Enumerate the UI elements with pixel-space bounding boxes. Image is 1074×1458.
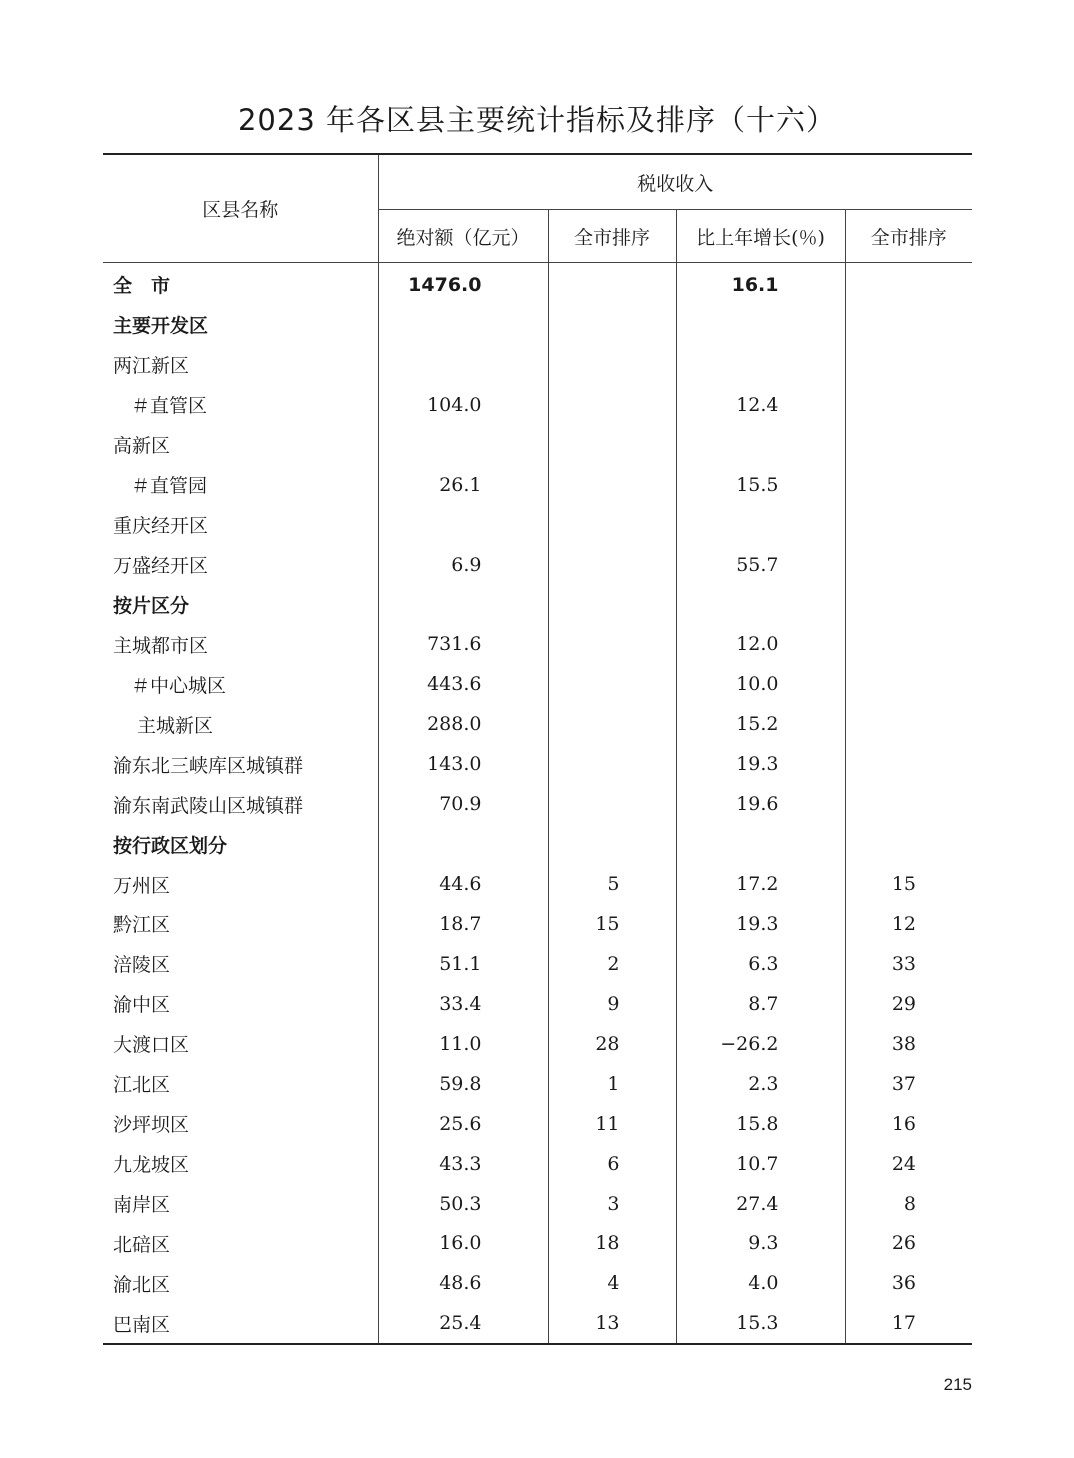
district-name: 按行政区划分 <box>113 834 228 857</box>
district-name: 渝东北三峡库区城镇群 <box>113 754 304 777</box>
growth-rate: 19.3 <box>676 744 845 784</box>
district-name: 主城都市区 <box>113 634 209 657</box>
tax-amount: 59.8 <box>378 1064 548 1104</box>
district-name: 主要开发区 <box>113 315 209 338</box>
table-row <box>103 824 972 864</box>
growth-rate: 55.7 <box>676 545 845 585</box>
header-growth-rank: 全市排序 <box>845 210 972 263</box>
tax-amount: 16.0 <box>378 1224 548 1264</box>
district-name: 重庆经开区 <box>113 515 209 538</box>
amount-rank: 4 <box>548 1263 676 1303</box>
district-name: 涪陵区 <box>113 954 171 977</box>
table-row <box>103 1184 972 1224</box>
tax-amount <box>378 585 548 625</box>
amount-rank <box>548 624 676 664</box>
page-number: 215 <box>943 1375 972 1394</box>
growth-rank <box>845 624 972 664</box>
growth-rate <box>676 345 845 385</box>
amount-rank <box>548 704 676 744</box>
growth-rank: 37 <box>845 1064 972 1104</box>
amount-rank <box>548 385 676 425</box>
district-name: 北碚区 <box>113 1233 171 1256</box>
amount-rank <box>548 585 676 625</box>
tax-amount: 70.9 <box>378 784 548 824</box>
growth-rank: 12 <box>845 904 972 944</box>
tax-amount <box>378 505 548 545</box>
growth-rank: 16 <box>845 1104 972 1144</box>
growth-rank <box>845 425 972 465</box>
tax-amount: 26.1 <box>378 465 548 505</box>
growth-rank <box>845 305 972 345</box>
growth-rate <box>676 305 845 345</box>
district-name: 江北区 <box>113 1074 171 1097</box>
growth-rate: 15.3 <box>676 1303 845 1344</box>
header-tax-revenue: 税收收入 <box>378 154 972 210</box>
tax-amount <box>378 345 548 385</box>
tax-amount: 1476.0 <box>378 263 548 305</box>
amount-rank: 5 <box>548 864 676 904</box>
growth-rate: 17.2 <box>676 864 845 904</box>
amount-rank <box>548 465 676 505</box>
district-name: 南岸区 <box>113 1194 171 1217</box>
growth-rate: 15.2 <box>676 704 845 744</box>
district-name: ＃中心城区 <box>131 674 227 697</box>
tax-amount: 104.0 <box>378 385 548 425</box>
statistics-table <box>103 153 972 1345</box>
growth-rank <box>845 585 972 625</box>
table-row <box>103 345 972 385</box>
growth-rank: 33 <box>845 944 972 984</box>
tax-amount: 731.6 <box>378 624 548 664</box>
district-name: 渝中区 <box>113 994 171 1017</box>
district-name: ＃直管区 <box>131 395 208 418</box>
growth-rate: 12.0 <box>676 624 845 664</box>
table-row <box>103 864 972 904</box>
growth-rate: 10.0 <box>676 664 845 704</box>
growth-rank: 17 <box>845 1303 972 1344</box>
growth-rank <box>845 385 972 425</box>
growth-rate: 16.1 <box>676 263 845 305</box>
table-row <box>103 585 972 625</box>
district-name: 沙坪坝区 <box>113 1114 190 1137</box>
district-name: 主城新区 <box>137 714 214 737</box>
tax-amount <box>378 824 548 864</box>
amount-rank <box>548 345 676 385</box>
district-name: 全 市 <box>113 275 171 298</box>
table-row <box>103 545 972 585</box>
growth-rate: 15.5 <box>676 465 845 505</box>
district-name: 两江新区 <box>113 355 190 378</box>
table-row <box>103 1224 972 1264</box>
district-name: 万州区 <box>113 874 171 897</box>
growth-rank <box>845 505 972 545</box>
amount-rank: 3 <box>548 1184 676 1224</box>
amount-rank: 9 <box>548 984 676 1024</box>
table-row <box>103 744 972 784</box>
amount-rank <box>548 545 676 585</box>
growth-rate: 10.7 <box>676 1144 845 1184</box>
amount-rank: 6 <box>548 1144 676 1184</box>
growth-rank: 24 <box>845 1144 972 1184</box>
tax-amount: 288.0 <box>378 704 548 744</box>
growth-rank: 29 <box>845 984 972 1024</box>
growth-rank <box>845 664 972 704</box>
growth-rate: 15.8 <box>676 1104 845 1144</box>
amount-rank: 2 <box>548 944 676 984</box>
amount-rank <box>548 744 676 784</box>
tax-amount: 6.9 <box>378 545 548 585</box>
amount-rank <box>548 263 676 305</box>
district-name: 高新区 <box>113 435 171 458</box>
growth-rate: −26.2 <box>676 1024 845 1064</box>
growth-rank: 26 <box>845 1224 972 1264</box>
tax-amount: 48.6 <box>378 1263 548 1303</box>
growth-rate: 6.3 <box>676 944 845 984</box>
tax-amount: 143.0 <box>378 744 548 784</box>
tax-amount: 43.3 <box>378 1144 548 1184</box>
growth-rate: 27.4 <box>676 1184 845 1224</box>
district-name: 大渡口区 <box>113 1034 190 1057</box>
district-name: 渝北区 <box>113 1273 171 1296</box>
tax-amount: 11.0 <box>378 1024 548 1064</box>
table-row <box>103 505 972 545</box>
amount-rank: 15 <box>548 904 676 944</box>
tax-amount: 25.4 <box>378 1303 548 1344</box>
growth-rank <box>845 744 972 784</box>
table-row <box>103 784 972 824</box>
tax-amount: 51.1 <box>378 944 548 984</box>
table-row <box>103 1024 972 1064</box>
growth-rate <box>676 824 845 864</box>
growth-rank <box>845 465 972 505</box>
tax-amount: 18.7 <box>378 904 548 944</box>
growth-rate <box>676 505 845 545</box>
page-title: 2023 年各区县主要统计指标及排序（十六） <box>237 103 837 137</box>
amount-rank: 28 <box>548 1024 676 1064</box>
tax-amount: 25.6 <box>378 1104 548 1144</box>
growth-rank: 15 <box>845 864 972 904</box>
tax-amount: 33.4 <box>378 984 548 1024</box>
growth-rate: 2.3 <box>676 1064 845 1104</box>
growth-rate: 19.6 <box>676 784 845 824</box>
table-row <box>103 704 972 744</box>
district-name: 万盛经开区 <box>113 555 209 578</box>
growth-rate <box>676 585 845 625</box>
amount-rank <box>548 505 676 545</box>
amount-rank: 13 <box>548 1303 676 1344</box>
amount-rank <box>548 784 676 824</box>
table-header <box>103 154 972 263</box>
table-row <box>103 263 972 305</box>
table-row <box>103 664 972 704</box>
amount-rank: 1 <box>548 1064 676 1104</box>
amount-rank: 11 <box>548 1104 676 1144</box>
table-row <box>103 1104 972 1144</box>
table-row <box>103 1144 972 1184</box>
tax-amount: 44.6 <box>378 864 548 904</box>
district-name: 渝东南武陵山区城镇群 <box>113 794 304 817</box>
growth-rank <box>845 784 972 824</box>
tax-amount: 443.6 <box>378 664 548 704</box>
table-row <box>103 1263 972 1303</box>
growth-rate: 19.3 <box>676 904 845 944</box>
header-district-name: 区县名称 <box>103 154 378 263</box>
growth-rank: 36 <box>845 1263 972 1303</box>
district-name: 巴南区 <box>113 1313 171 1336</box>
growth-rank <box>845 824 972 864</box>
growth-rank <box>845 345 972 385</box>
district-name: 九龙坡区 <box>113 1154 190 1177</box>
growth-rate: 12.4 <box>676 385 845 425</box>
growth-rank <box>845 704 972 744</box>
amount-rank <box>548 305 676 345</box>
growth-rate: 8.7 <box>676 984 845 1024</box>
table-row <box>103 904 972 944</box>
table-row <box>103 984 972 1024</box>
table-row <box>103 624 972 664</box>
table-row <box>103 1064 972 1104</box>
tax-amount <box>378 425 548 465</box>
table-body <box>103 263 972 1345</box>
table-row <box>103 465 972 505</box>
table-row <box>103 425 972 465</box>
header-growth: 比上年增长(％) <box>676 210 845 263</box>
growth-rank <box>845 545 972 585</box>
header-amount-rank: 全市排序 <box>548 210 676 263</box>
table-row <box>103 305 972 345</box>
growth-rate <box>676 425 845 465</box>
table-row <box>103 385 972 425</box>
growth-rank: 38 <box>845 1024 972 1064</box>
table-row <box>103 944 972 984</box>
district-name: 黔江区 <box>113 914 171 937</box>
growth-rate: 9.3 <box>676 1224 845 1264</box>
table-row <box>103 1303 972 1344</box>
tax-amount <box>378 305 548 345</box>
growth-rank: 8 <box>845 1184 972 1224</box>
district-name: ＃直管园 <box>131 475 208 498</box>
header-amount: 绝对额（亿元） <box>378 210 548 263</box>
growth-rate: 4.0 <box>676 1263 845 1303</box>
growth-rank <box>845 263 972 305</box>
amount-rank: 18 <box>548 1224 676 1264</box>
district-name: 按片区分 <box>113 594 190 617</box>
amount-rank <box>548 425 676 465</box>
amount-rank <box>548 664 676 704</box>
amount-rank <box>548 824 676 864</box>
tax-amount: 50.3 <box>378 1184 548 1224</box>
